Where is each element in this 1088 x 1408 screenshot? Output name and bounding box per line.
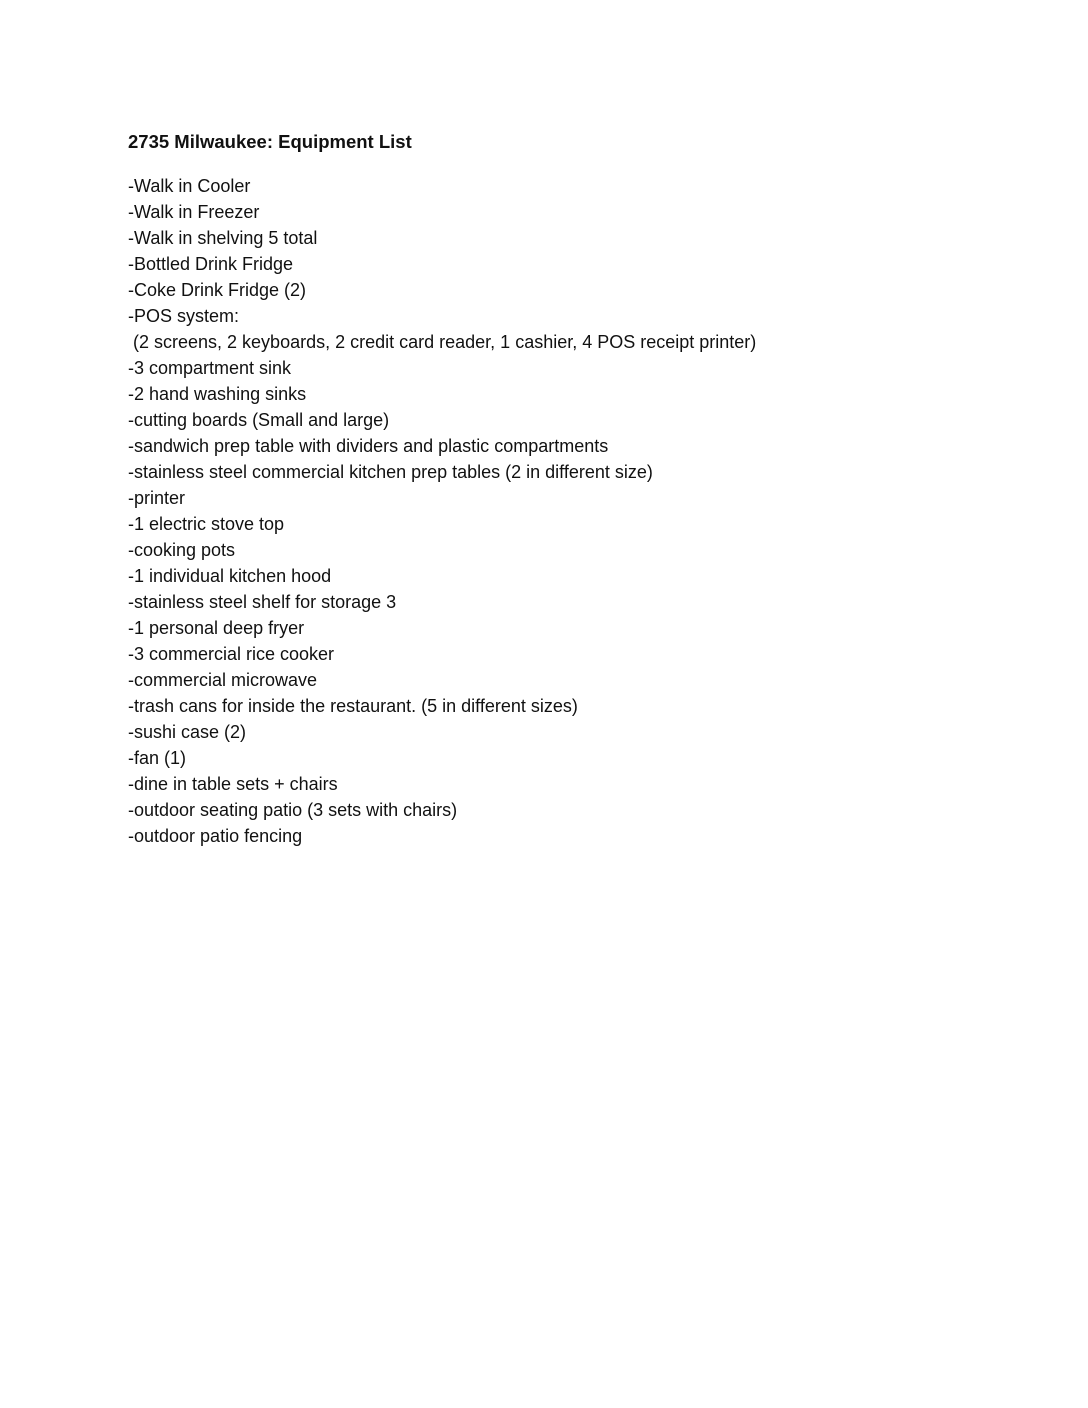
list-item: -POS system: bbox=[128, 306, 240, 326]
list-item: -Walk in Cooler bbox=[128, 176, 251, 196]
list-item: -1 electric stove top bbox=[128, 514, 285, 534]
list-item: -Coke Drink Fridge (2) bbox=[128, 280, 307, 300]
list-item: -1 personal deep fryer bbox=[128, 618, 305, 638]
list-item: -stainless steel shelf for storage 3 bbox=[128, 592, 397, 612]
document-title: 2735 Milwaukee: Equipment List bbox=[128, 131, 412, 152]
list-item: -3 compartment sink bbox=[128, 358, 292, 378]
list-item: -outdoor seating patio (3 sets with chairs) bbox=[128, 800, 458, 820]
list-item: -trash cans for inside the restaurant. (5 in different sizes) bbox=[128, 696, 578, 716]
list-item: -cutting boards (Small and large) bbox=[128, 410, 390, 430]
list-item: -commercial microwave bbox=[128, 670, 318, 690]
list-item: -stainless steel commercial kitchen prep tables (2 in different size) bbox=[128, 462, 653, 482]
list-item: -cooking pots bbox=[128, 540, 236, 560]
list-item: -sushi case (2) bbox=[128, 722, 247, 742]
list-item: -fan (1) bbox=[128, 748, 187, 768]
list-item: -dine in table sets + chairs bbox=[128, 774, 338, 794]
list-item: -printer bbox=[128, 488, 186, 508]
list-item: -Walk in shelving 5 total bbox=[128, 228, 318, 248]
list-item: -1 individual kitchen hood bbox=[128, 566, 332, 586]
list-item: -2 hand washing sinks bbox=[128, 384, 307, 404]
list-item: -Walk in Freezer bbox=[128, 202, 260, 222]
list-item: -3 commercial rice cooker bbox=[128, 644, 335, 664]
list-item: -Bottled Drink Fridge bbox=[128, 254, 294, 274]
list-item: (2 screens, 2 keyboards, 2 credit card reader, 1 cashier, 4 POS receipt printer) bbox=[128, 332, 757, 352]
list-item: -sandwich prep table with dividers and plastic compartments bbox=[128, 436, 609, 456]
equipment-list bbox=[128, 173, 756, 849]
list-item: -outdoor patio fencing bbox=[128, 826, 303, 846]
